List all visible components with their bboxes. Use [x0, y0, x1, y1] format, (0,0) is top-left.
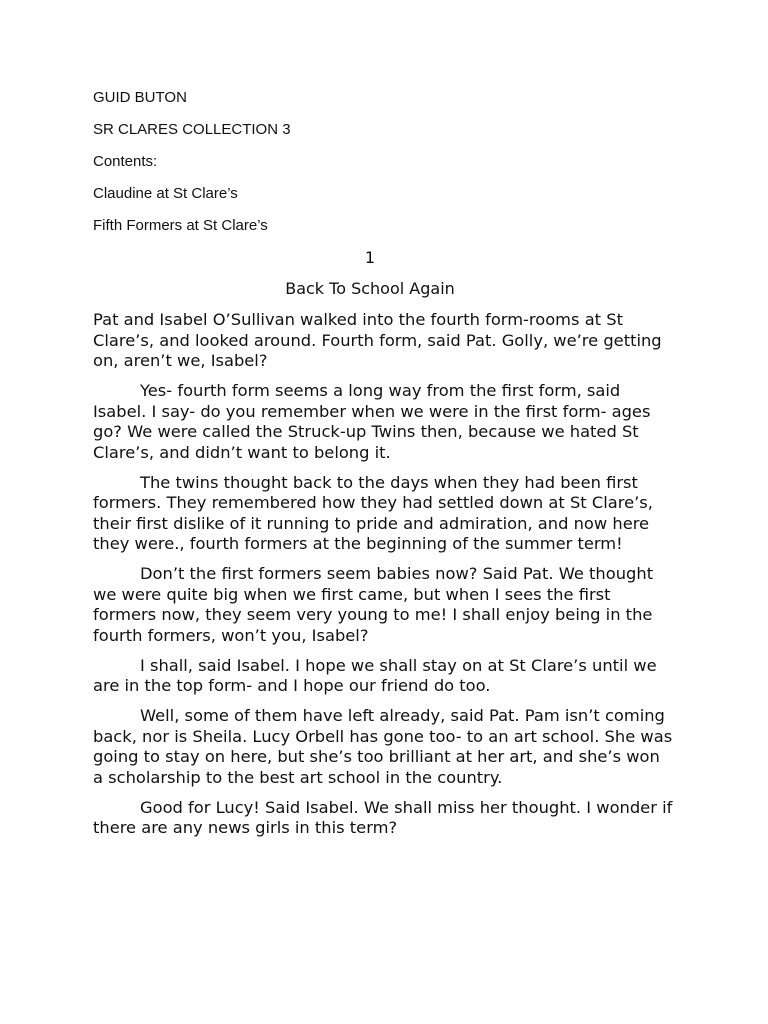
chapter-number: 1	[364, 248, 376, 267]
paragraph: Good for Lucy! Said Isabel. We shall miss her thought. I wonder if there are any news girls in this term?	[93, 797, 673, 837]
paragraph: Pat and Isabel O’Sullivan walked into the fourth form-rooms at St Clare’s, and looked around. Fourth form, said Pat. Golly, we’re getting on, aren’t we, Isabel?	[93, 310, 662, 370]
contents-item: Fifth Formers at St Clare’s	[93, 217, 268, 234]
paragraph: Don’t the first formers seem babies now? Said Pat. We thought we were quite big when we first came, but when I sees the first formers now, they seem very young to me! I shall enjoy being in the fourth formers, won’t you, Isabel?	[93, 564, 654, 645]
chapter-title: Back To School Again	[285, 279, 455, 298]
paragraph: The twins thought back to the days when they had been first formers. They remembered how they had settled down at St Clare’s, their first dislike of it running to pride and admiration, and now here they were., fourth formers at the beginning of the summer term!	[93, 472, 653, 553]
author-line: GUID BUTON	[93, 89, 187, 106]
paragraph: Yes- fourth form seems a long way from the first form, said Isabel. I say- do you remember when we were in the first form- ages go? We were called the Struck-up Twins then, because we hated St Clare’s, and didn’t want to belong it.	[93, 381, 651, 462]
contents-item: Claudine at St Clare’s	[93, 185, 238, 202]
paragraph: Well, some of them have left already, said Pat. Pam isn’t coming back, nor is Sheila. Lucy Orbell has gone too- to an art school. She was going to stay on here, but she’s too brilliant at her art, and she’s won a scholarship to the best art school in the country.	[93, 706, 673, 787]
chapter-body	[93, 310, 673, 848]
paragraph: I shall, said Isabel. I hope we shall stay on at St Clare’s until we are in the top form- and I hope our friend do too.	[93, 655, 657, 695]
collection-title: SR CLARES COLLECTION 3	[93, 121, 291, 138]
contents-heading: Contents:	[93, 153, 158, 170]
